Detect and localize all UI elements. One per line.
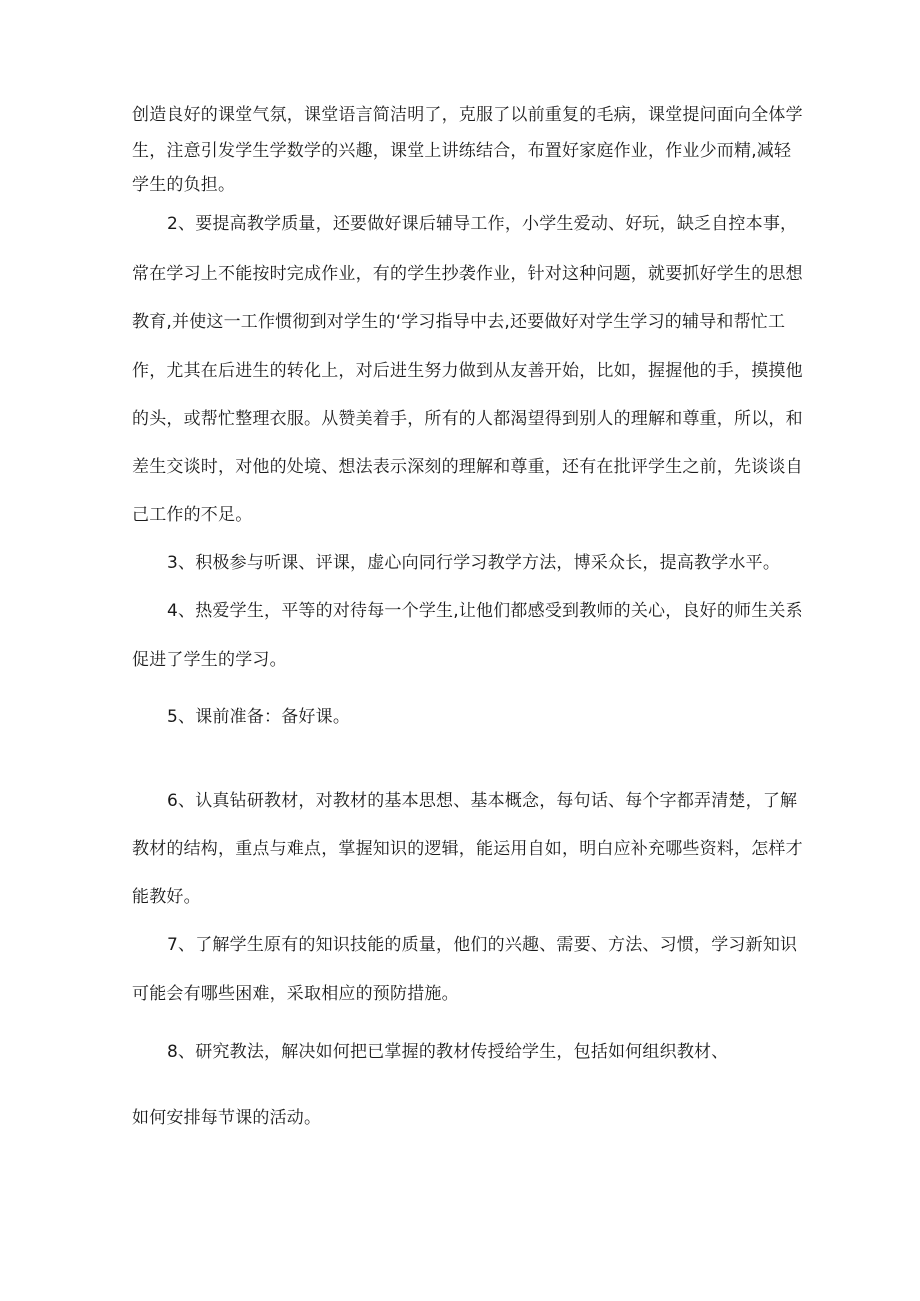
text-line: 8、研究教法，解决如何把已掌握的教材传授给学生，包括如何组织教材、	[167, 1042, 729, 1062]
text-line: 3、积极参与听课、评课，虚心向同行学习教学方法，博采众长，提高教学水平。	[167, 553, 781, 573]
text-line: 5、课前准备：备好课。	[167, 707, 351, 727]
text-line: 能教好。	[132, 887, 201, 907]
text-line: 生，注意引发学生学数学的兴趣，课堂上讲练结合，布置好家庭作业，作业少而精,减轻	[132, 141, 792, 161]
text-line: 6、认真钻研教材，对教材的基本思想、基本概念，每句话、每个字都弄清楚，了解	[167, 791, 798, 811]
text-line: 创造良好的课堂气氛，课堂语言简洁明了，克服了以前重复的毛病，课堂提问面向全体学	[132, 105, 803, 125]
text-line: 的头，或帮忙整理衣服。从赞美着手，所有的人都渴望得到别人的理解和尊重，所以，和	[132, 409, 803, 429]
text-line: 7、了解学生原有的知识技能的质量，他们的兴趣、需要、方法、习惯，学习新知识	[167, 935, 798, 955]
text-line: 4、热爱学生，平等的对待每一个学生,让他们都感受到教师的关心，良好的师生关系	[167, 601, 803, 621]
text-line: 作，尤其在后进生的转化上，对后进生努力做到从友善开始，比如，握握他的手，摸摸他	[132, 361, 803, 381]
text-line: 可能会有哪些困难，采取相应的预防措施。	[132, 984, 459, 1004]
text-line: 常在学习上不能按时完成作业，有的学生抄袭作业，针对这种问题，就要抓好学生的思想	[132, 264, 803, 284]
text-line: 差生交谈时，对他的处境、想法表示深刻的理解和尊重，还有在批评学生之前，先谈谈自	[132, 457, 803, 477]
text-line: 如何安排每节课的活动。	[132, 1108, 322, 1128]
text-line: 教育,并使这一工作惯彻到对学生的‘学习指导中去,还要做好对学生学习的辅导和帮忙工	[132, 312, 786, 332]
text-line: 学生的负担。	[132, 175, 236, 195]
text-line: 己工作的不足。	[132, 505, 253, 525]
text-line: 2、要提高教学质量，还要做好课后辅导工作，小学生爱动、好玩，缺乏自控本事，	[167, 214, 798, 234]
text-line: 促进了学生的学习。	[132, 650, 287, 670]
text-line: 教材的结构，重点与难点，掌握知识的逻辑，能运用自如，明白应补充哪些资料，怎样才	[132, 839, 803, 859]
